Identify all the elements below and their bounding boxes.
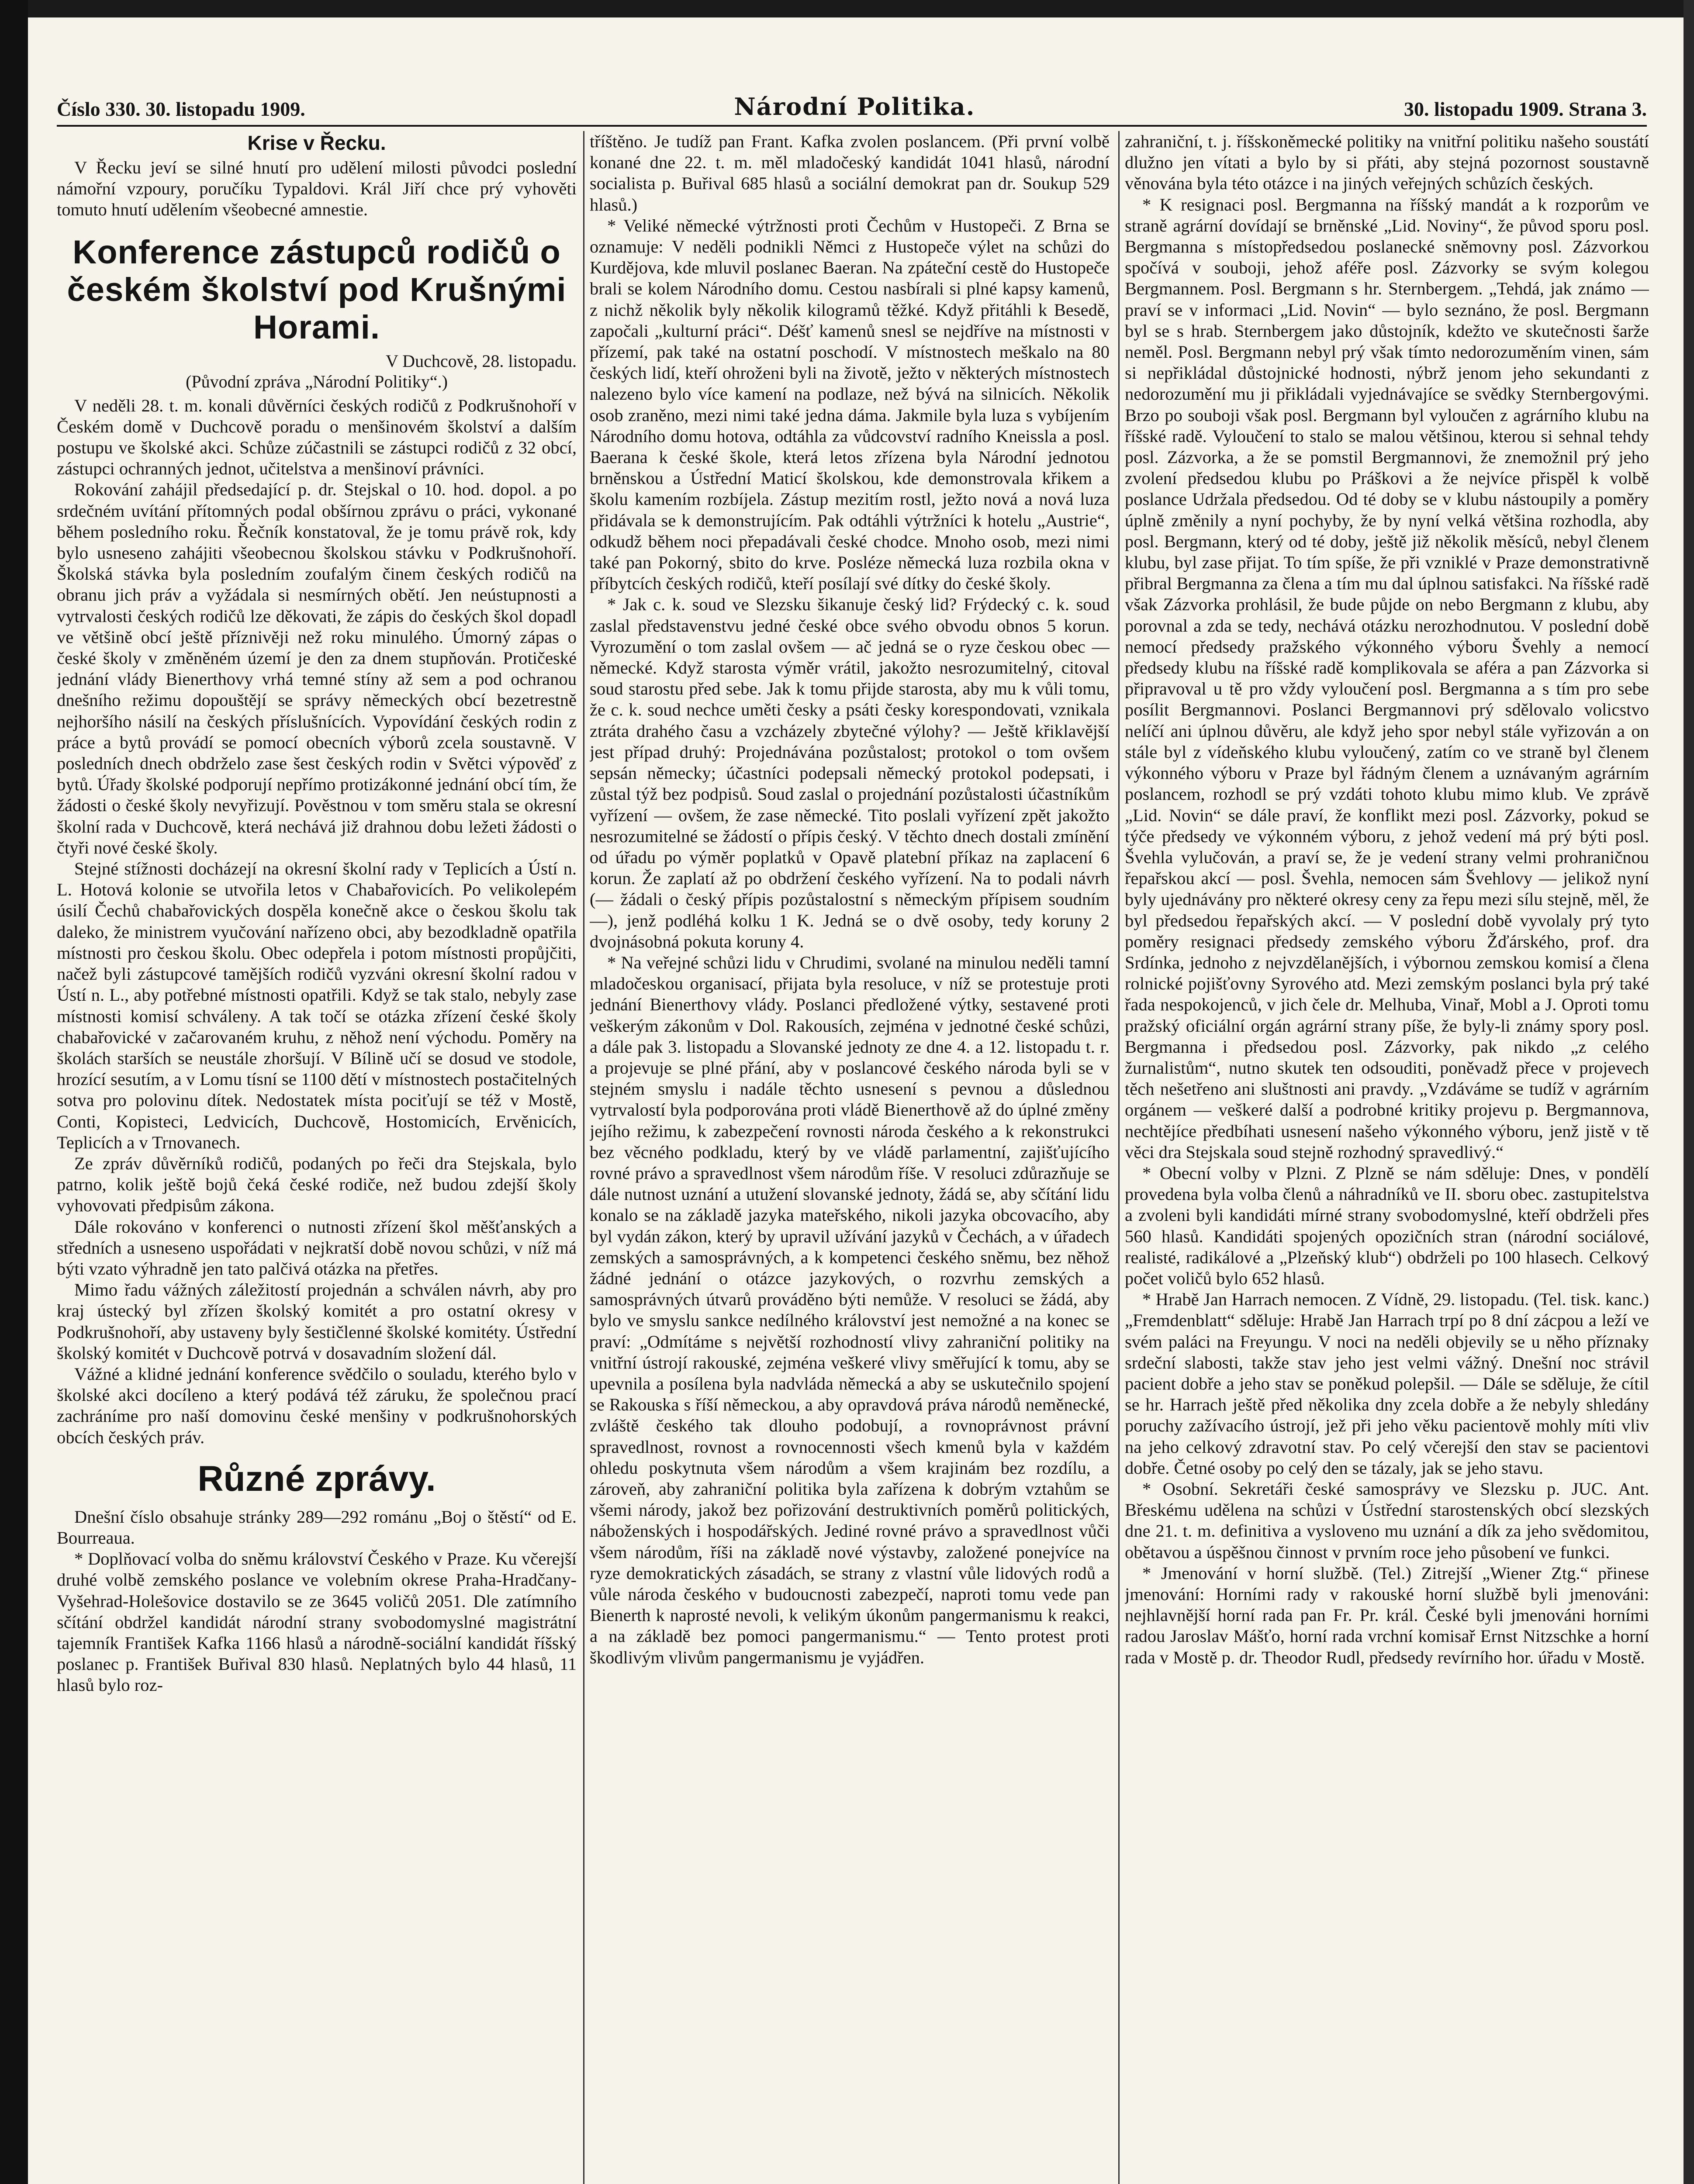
- paragraph: * Hrabě Jan Harrach nemocen. Z Vídně, 29. listopadu. (Tel. tisk. kanc.) „Fremdenblatt“ sděluje: Hrabě Jan Harrach trpí po 8 dní zácpou a leží ve svém paláci na Freyungu. V noci na neděli objevily se u něho příznaky srdeční slabosti, takže stav jeho jest velmi vážný. Dnešní noc strávil pacient dobře a jeho stav se poněkud polepšil. — Dále se sděluje, že cítil se hr. Harrach ještě před několika dny zcela dobře a že nebyly shledány poruchy zažívacího ústrojí, jež při jeho věku pacientově mohly míti vliv na jeho celkový zdravotní stav. Po celý včerejší den stav se pacientovi dobře. Četné osoby po celý den se tázaly, jak se jeho stavu.: [1125, 1289, 1649, 1478]
- paragraph: Rokování zahájil předsedající p. dr. Stejskal o 10. hod. dopol. a po srdečném uvítání přítomných podal obšírnou zprávu o práci, vykonané během posledního roku. Řečník konstatoval, že je tomu právě rok, kdy bylo usneseno zahájiti všeobecnou školskou stávku v Podkrušnohoří. Školská stávka byla posledním zoufalým činem českých rodičů na obranu jich práv a vyžádala si nesmírných obětí. Jen neústupnosti a vytrvalosti českých rodičů lze děkovati, že zápis do českých škol dopadl ve většině obcí ještě příznivěji než roku minulého. Úmorný zápas o české školy v změněném území je den za dnem stupňován. Protičeské jednání vlády Bienerthovy vrhá temné stíny až sem a pod ochranou dnešního režimu dopouštějí se správy německých obcí bezetrestně nejhoršího násilí na českých příslušnících. Vypovídání českých rodin z práce a bytů provádí se pomocí obecních výborů zcela soustavně. V posledních dnech obdrželo zase šest českých rodin v Světci výpověď z bytů. Úřady školské podporují nepřímo protizákonné jednání obcí tím, že žádosti o české školy nevyřizují. Pověstnou v tom směru stala se okresní školní rada v Duchcově, která nechává již drahnou dobu ležeti žádosti o čtyři nové české školy.: [57, 480, 577, 857]
- paragraph: * Na veřejné schůzi lidu v Chrudimi, svolané na minulou neděli tamní mladočeskou organisací, přijata byla resoluce, v níž se protestuje proti jednání Bienerthovy vlády. Poslanci předložené výtky, sestavené proti veškerým zákonům v Dol. Rakousích, zejména v jednotné české schůzi, a dále pak 3. listopadu a Slovanské jednoty ze dne 4. a 12. listopadu t. r. a projevuje se plné přání, aby v poslancové českého národa byli se v stejném smyslu i nadále těchto usnesení s pevnou a důslednou vytrvalostí byla podporována proti vládě Bienerthově až do úplné změny jejího režimu, k zabezpečení rovnosti národa českého a k rekonstrukci bez věcného podkladu, který by ve vládě parlamentní, zajišťujícího rovné právo a spravedlnost všem národům říše. V resoluci zdůrazňuje se dále nutnost uznání a utužení slovanské jednoty, žádá se, aby sčítání lidu konalo se na základě jazyka mateřského, nikoli jazyka obcovacího, aby byl vydán zákon, který by upravil užívání jazyků v Čechách, a v úřadech zemských a samosprávných, a k kompetenci českého sněmu, bez něhož žádné jednání o otázce jazykových, o rozvrhu zemských a samosprávných útvarů prováděno býti nemůže. V resoluci se žádá, aby bylo ve smyslu sankce nedílného království jest nemožné a na konec se praví: „Odmítáme s největší rozhodností vlivy zahraniční politiky na vnitřní ústrojí rakouské, zejména veškeré vlivy směřující k tomu, aby se upevnila a posílena byla nadvláda německá a aby se uskutečnilo spojení se Rakouska s říší německou, a aby opravdová práva národů neměnecké, zvláště českého tak dlouho podobují, a rovnoprávnost právní spravedlnost, rovnost a rovnocennosti všech kmenů byla v každém ohledu poskytnuta všem národům a všem krajinám bez rozdílu, a zároveň, aby zahraniční politika byla zařízena k dobrým vztahům se všemi národy, jakož bez pořizování destruktivních poměrů politických, náboženských i hospodářských. Jediné rovné právo a spravedlnost vůči všem národům, říši na základě nové výstavby, založené ponejvíce na ryze demokratických zásadách, se strany z vlastní vůle lidových rodů a vůle národa českého v budoucnosti zabezpečí, naproti tomu vede pan Bienerth k naprosté nevoli, k velikým úkonům pangermanismu k reakci, a na základě bez pomoci pangermanismu.“ — Tento protest proti škodlivým vlivům pangermanismu je vyjádřen.: [590, 952, 1110, 1667]
- header-issue-number: Číslo 330. 30. listopadu 1909.: [57, 98, 305, 120]
- column-2: [590, 131, 1110, 2184]
- paragraph: * K resignaci posl. Bergmanna na říšský mandát a k rozporům ve straně agrární dovídají se brněnské „Lid. Noviny“, že původ sporu posl. Bergmanna s místopředsedou poslanecké sněmovny posl. Zázvorkou spočívá v souboji, jehož aféře posl. Zázvorky se svým kolegou Bergmannem. Posl. Bergmann s hr. Sternbergem. „Tehdá, jak známo — praví se v informaci „Lid. Novin“ — bylo seznáno, že posl. Bergmann byl se s hrab. Sternbergem jako důstojník, kdežto ve skutečnosti šarže neměl. Posl. Bergmann nebyl prý však tímto nedorozuměním vinen, sám si nepřikládal důstojnické hodnosti, nýbrž jenom jeho sekundanti z nedorozumění mu ji přikládali vyjednávajíce se svědky Sternbergovými. Brzo po souboji však posl. Bergmann byl vyloučen z agrárního klubu na říšské radě. Vyloučení to stalo se malou většinou, kterou si sehnal tehdy posl. Zázvorka, a že se pomstil Bergmannovi, že znemožnil prý jeho zvolení předsedou klubu po Práškovi a že nejvíce přispěl k volbě poslance Udržala předsedou. Od té doby se v klubu nástoupily a poměry úplně změnily a nyní pochyby, že by nyní velká většina rozhodla, aby posl. Bergmann, který od té doby, ještě již několik měsíců, nebyl členem klubu, byl zase přijat. To tím spíše, že při vzniklé v Praze demonstrativně přibral Bergmanna za člena a tím mu dal úplnou satisfakci. Na říšské radě však Zázvorka prohlásil, že bude půjde on nebo Bergmann z klubu, aby porovnal a zda se tedy, nechává otázku nerozhodnutou. V poslední době nemocí předsedy pražského výkonného výboru Švehly a nemocí předsedy klubu na říšské radě komplikovala se aféra a pan Zázvorka si připravoval u tě pro vždy vyloučení posl. Bergmanna a s tím pro sebe posílit Bergmannovi. Poslanci Bergmannovi prý sdělovalo volicstvo nelíčí ani úplnou důvěru, ale když jeho spor nebyl stále vyřizován a on stále byl z vídeňského klubu vyloučený, zatím co ve straně byl členem výkonného výboru v Praze byl řádným členem a uznávaným agrárním poslancem, rozhodl se prý vzdáti tohoto klubu mimo klub. Ve zprávě „Lid. Novin“ se dále praví, že konflikt mezi posl. Zázvorky, pokud se týče předsedy ve výkonném výboru, z jehož vedení má prý býti posl. Švehla vylučován, a praví se, že je vedení strany velmi prohraničnou řepařskou akcí — posl. Švehla, nemocen sám Švehlovy — jelikož nyní byly ujednávány pro některé okresy ceny za řepu mezi sílu stejně, měl, že byl předsedou řepařských akcí. — V poslední době vyvolaly prý tyto poměry resignaci předsedy zemského výboru Žďárského, prof. dra Srdínka, jednoho z nejvzdělanějších, i výbornou zemskou komisí a člena rolnické pojišťovny Syrového atd. Mezi zemským poslanci byla prý také řada nespokojenců, v jich čele dr. Melhuba, Vinař, Mobl a J. Oproti tomu pražský oficiální orgán agrární strany píše, že byly-li známy spory posl. Bergmanna i předsedou posl. Zázvorky, pak nikdo „z celého žurnalistům“, nutno skutek ten odsouditi, poněvadž přece v projevech těch nešetřeno ani sluštnosti ani pravdy. „Vzdáváme se tudíž v agrárním orgánem — veškeré další a podrobné kritiky projevu p. Bergmannova, nechtějíce předbíhati usnesení našeho výkonného výboru, jenž jistě v tě věci dra Stejskala soud stejně rozhodný spravedlivý.“: [1125, 194, 1649, 1162]
- section-heading: Různé zprávy.: [197, 1458, 436, 1499]
- scan-border-right: [1684, 0, 1694, 2184]
- column-rule: [583, 131, 584, 2184]
- article-dateline: V Duchcově, 28. listopadu.: [386, 351, 577, 371]
- article-body: [590, 131, 1110, 1668]
- paragraph: * Jak c. k. soud ve Slezsku šikanuje český lid? Frýdecký c. k. soud zaslal představenstvu jedné české obce svého obvodu obnos 5 korun. Vyrozumění o tom zaslal ovšem — ač jedná se o ryze českou obec — německé. Když starosta výměr vrátil, jakožto nesrozumitelný, citoval soud starostu před sebe. Jak k tomu přijde starosta, aby mu k vůli tomu, že c. k. soud nechce uměti česky a psáti česky korespondovati, vznikala ztráta drahého času a vzcházely zbytečné výlohy? — Ještě křiklavější jest případ druhý: Projednávána pozůstalost; protokol o tom ovšem sepsán německy; účastníci podepsali německý protokol podepsati, i zůstal týž bez podpisů. Soud zaslal o projednání pozůstalosti účastníkům vyřízení — ovšem, že zase německé. Tito poslali vyřízení zpět jakožto nesrozumitelné se žádostí o přípis český. V těchto dnech dostali zmínění od úřadu po výměr poplatků v Opavě platební příkaz na zaplacení 6 korun. Že zaplatí až po obdržení českého vyřízení. Na to podali návrh (— žádali o český přípis pozůstalostní s německým přípisem soudním —), jenž podléhá kolku 1 K. Jedná se o dvě osoby, tedy koruny 2 dvojnásobná pokuta koruny 4.: [590, 594, 1110, 951]
- scan-border-top: [0, 0, 1694, 17]
- paragraph: Mimo řadu vážných záležitostí projednán a schválen návrh, aby pro kraj ústecký byl zřízen školský komitét a pro ostatní okresy v Podkrušnohoří, aby ustaveny byly šestičlenné školské komitéty. Ústřední školský komitét v Duchcově potrvá v dosavadním složení dál.: [57, 1280, 577, 1363]
- paragraph: tříštěno. Je tudíž pan Frant. Kafka zvolen poslancem. (Při první volbě konané dne 22. t. m. měl mladočeský kandidát 1041 hlasů, národní socialista p. Buřival 685 hlasů a sociální demokrat pan dr. Soukup 529 hlasů.): [590, 131, 1110, 214]
- article-body: [1125, 131, 1649, 1668]
- page-header: [57, 86, 1647, 127]
- paragraph: Dnešní číslo obsahuje stránky 289—292 románu „Boj o štěstí“ od E. Bourreaua.: [57, 1507, 577, 1548]
- paragraph: Stejné stížnosti docházejí na okresní školní rady v Teplicích a Ústí n. L. Hotová kolonie se utvořila letos v Chabařovicích. Po velikolepém úsilí Čechů chabařovických dospěla konečně akce o českou školu tak daleko, že ministrem vyučování nařízeno obci, aby bezodkladně opatřila místnosti pro českou školu. Obec odepřela i potom místnosti propůjčiti, načež byli zástupcové tamějších rodičů vyzváni okresní školní radou v Ústí n. L., aby potřebné místnosti opatřili. Když se tak stalo, nebyly zase místnosti komisí schváleny. A tak točí se otázka zřízení české školy chabařovické v začarovaném kruhu, z něhož není východu. Poměry na školách starších se neustále zhoršují. V Bílině učí se dosud ve stodole, hrozící sesutím, a v Lomu tísní se 1100 dětí v místnostech postačitelných sotva pro polovinu dítek. Nedostatek místa pociťují se též v Mostě, Conti, Kopisteci, Ledvicích, Duchcově, Hostomicích, Ervěnicích, Teplicích a v Trnovanech.: [57, 859, 577, 1152]
- article-source: (Původní zpráva „Národní Politiky“.): [186, 371, 448, 391]
- paragraph: * Veliké německé výtržnosti proti Čechům v Hustopeči. Z Brna se oznamuje: V neděli podnikli Němci z Hustopeče výlet na schůzi do Kurdějova, kde mluvil poslanec Baeran. Na zpáteční cestě do Hustopeče brali se kolem Národního domu. Cestou nasbírali si plné kapsy kamenů, z nichž několik byly několik kilogramů těžké. Když přitáhli k Besedě, započali „kulturní práci“. Déšť kamenů snesl se nejdříve na místnosti v přízemí, pak také na ostatní poschodí. V místnostech meškalo na 80 českých lidí, kteří ohroženi byli na životě, ježto v některých místnostech nalezeno bylo více kamení na podlaze, než bývá na silnicích. Několik osob zraněno, mezi nimi také jedna dáma. Jakmile byla luza s vybíjením Národního domu hotova, odtáhla za vůdcovství radního Kneissla a posl. Baerana k české škole, která letos zřízena byla Národní jednotou brněnskou a Ústřední Maticí školskou, kde demonstrovala křikem a školu kamením rozbíjela. Zástup mezitím rostl, ježto nová a nová luza přidávala se k demonstrujícím. Pak odtáhli výtržníci k hotelu „Austrie“, odkudž během noci přepadávali české chodce. Mnoho osob, mezi nimi také pan Pokorný, sbito do krve. Posléze německá luza rozbila okna v příbytcích českých rodičů, kteří posílají své dítky do české školy.: [590, 215, 1110, 594]
- column-3: [1125, 131, 1649, 2184]
- article-heading: Krise v Řecku.: [247, 131, 386, 154]
- article-body: [57, 395, 577, 1448]
- article-body: [57, 157, 577, 221]
- paragraph: Ze zpráv důvěrníků rodičů, podaných po řeči dra Stejskala, bylo patrno, kolik ještě bojů čeká české rodiče, než budou zdejší školy vyhovovati předpisům zákona.: [57, 1153, 577, 1216]
- paragraph: Dále rokováno v konferenci o nutnosti zřízení škol měšťanských a středních a usneseno uspořádati v nejkratší době novou schůzi, v níž má býti vzato výhradně jen tato palčivá otázka na přetřes.: [57, 1216, 577, 1279]
- paragraph: * Doplňovací volba do sněmu království Českého v Praze. Ku včerejší druhé volbě zemského poslance ve volebním okrese Praha-Hradčany-Vyšehrad-Holešovice dostavilo se ze 3645 voličů 2051. Dle zatímního sčítání obdržel kandidát národní strany svobodomyslné magistrátní tajemník František Kafka 1166 hlasů a národně-sociální kandidát říšský poslanec p. František Buřival 830 hlasů. Neplatných bylo 44 hlasů, 11 hlasů bylo roz-: [57, 1549, 577, 1695]
- paragraph: * Obecní volby v Plzni. Z Plzně se nám sděluje: Dnes, v pondělí provedena byla volba členů a náhradníků ve II. sboru obec. zastupitelstva a zvoleni byli kandidáti mírné strany svobodomyslné, kteří obdrželi přes 560 hlasů. Kandidáti spojených opozičních stran (národní sociálové, realisté, radikálové a „Plzeňský klub“) obdrželi po 100 hlasech. Celkový počet voličů bylo 652 hlasů.: [1125, 1163, 1649, 1288]
- article-heading: Konference zástupců rodičů o českém školství pod Krušnými Horami.: [67, 233, 567, 346]
- paragraph: * Osobní. Sekretáři české samosprávy ve Slezsku p. JUC. Ant. Břeskému udělena na schůzi v Ústřední starostenských obcí slezských dne 21. t. m. definitiva a vysloveno mu uznání a dík za jeho svědomitou, obětavou a úspěšnou činnost v prvním roce jeho působení ve funkci.: [1125, 1479, 1649, 1562]
- article-body: [57, 1507, 577, 1696]
- column-rule: [1118, 131, 1120, 2184]
- paragraph: zahraniční, t. j. říšskoněmecké politiky na vnitřní politiku našeho soustátí dlužno jen vítati a bylo by si přáti, aby stejná pozornost soustavně věnována byla této otázce i na jiných veřejných schůzích českých.: [1125, 131, 1649, 194]
- column-1: [57, 131, 577, 2184]
- header-date-page: 30. listopadu 1909. Strana 3.: [1404, 98, 1647, 120]
- paragraph: Vážné a klidné jednání konference svědčilo o souladu, kterého bylo v školské akci docíleno a který podává též záruku, že společnou prací zachráníme pro naší domovinu české menšiny v podkrušnohorských obcích českých práv.: [57, 1364, 577, 1447]
- paragraph: V neděli 28. t. m. konali důvěrníci českých rodičů z Podkrušnohoří v Českém domě v Duchcově poradu o menšinovém školství a dalším postupu ve školské akci. Schůze zúčastnili se zástupci rodičů z 32 obcí, zástupci ochranných jednot, učitelstva a menšinoví právníci.: [57, 395, 577, 479]
- newspaper-title: Národní Politika.: [734, 93, 975, 121]
- paragraph: * Jmenování v horní službě. (Tel.) Zitrejší „Wiener Ztg.“ přinese jmenování: Horními rady v rakouské horní službě byli jmenováni: nejhlavnější horní rada pan Fr. Pr. král. České byli jmenováni horními radou Jaroslav Mášťo, horní rada vrchní komisař Ernst Nitzschke a horní rada v Mostě p. dr. Theodor Rudl, předsedy revírního hor. úřadu v Mostě.: [1125, 1563, 1649, 1667]
- paragraph: V Řecku jeví se silné hnutí pro udělení milosti původci poslední námořní vzpoury, poručíku Typaldovi. Král Jiří chce prý vyhověti tomuto hnutí udělením všeobecné amnestie.: [57, 158, 577, 220]
- scan-border-left: [0, 0, 28, 2184]
